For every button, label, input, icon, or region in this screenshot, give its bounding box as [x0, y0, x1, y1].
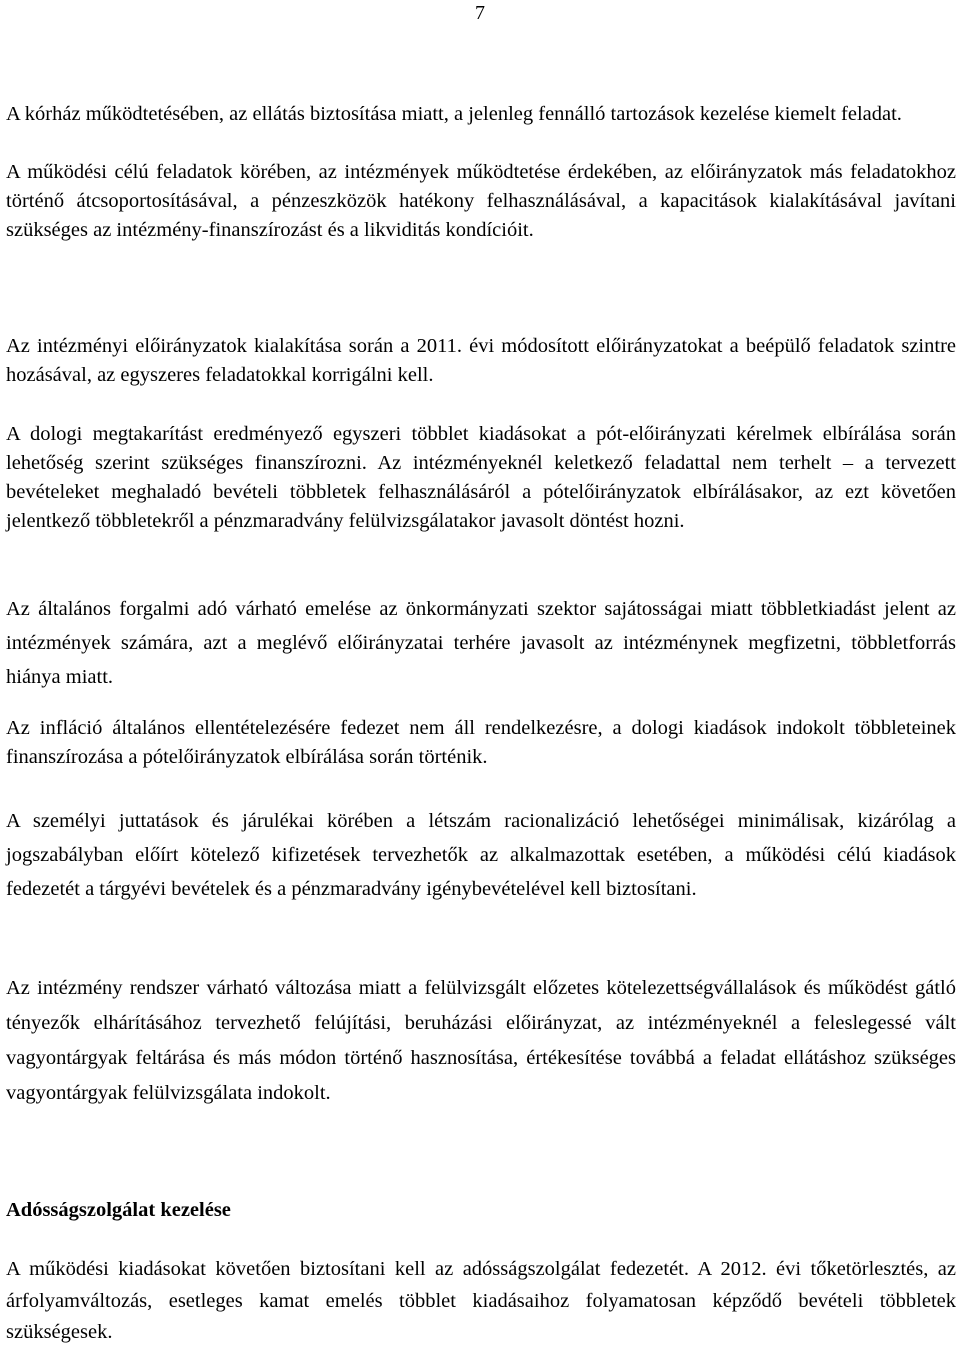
page-number: 7 — [475, 2, 485, 24]
paragraph-inflation: Az infláció általános ellentételezésére fedezet nem áll rendelkezésre, a dologi kiadások indokolt többleteinek finanszírozása a pótelőirányzatok elbírálása során történik. — [6, 717, 956, 768]
paragraph-hospital-debts: A kórház működtetésében, az ellátás biztosítása miatt, a jelenleg fennálló tartozások kezelése kiemelt feladat. — [6, 103, 902, 125]
paragraph-vat-increase: Az általános forgalmi adó várható emelése az önkormányzati szektor sajátosságai miatt többletkiadást jelent az intézmények számára, azt a meglévő előirányzatai terhére javasolt az intézménynek megfizetni, többletforrás hiánya miatt. — [6, 598, 956, 688]
paragraph-institutional-appropriations: Az intézményi előirányzatok kialakítása során a 2011. évi módosított előirányzatokat a beépülő feladatok szintre hozásával, az egyszeres feladatokkal korrigálni kell. — [6, 335, 956, 386]
paragraph-operating-tasks: A működési célú feladatok körében, az intézmények működtetése érdekében, az előirányzatok más feladatokhoz történő átcsoportosításával, a pénzeszközök hatékony felhasználásával, a kapacitások kialakításával javítani szükséges az intézmény-finanszírozást és a likviditás kondícióit. — [6, 161, 956, 241]
section-heading-debt-service: Adósságszolgálat kezelése — [6, 1199, 231, 1221]
paragraph-institution-system: Az intézmény rendszer várható változása miatt a felülvizsgált előzetes kötelezettségvállalások és működést gátló tényezők elhárításához tervezhető felújítási, beruházási előirányzat, az intézményeknél a feleslegessé vált vagyontárgyak feltárása és más módon történő hasznosítása, értékesítése továbbá a feladat ellátáshoz szükséges vagyontárgyak felülvizsgálata indokolt. — [6, 977, 956, 1104]
paragraph-material-savings: A dologi megtakarítást eredményező egyszeri többlet kiadásokat a pót-előirányzati kérelmek elbírálása során lehetőség szerint szükséges finanszírozni. Az intézményeknél keletkező feladattal nem terhelt – a tervezett bevételeket meghaladó bevételi többletek felhasználásáról a pótelőirányzatok elbírálásakor, az ezt követően jelentkező többletekről a pénzmaradvány felülvizsgálatakor javasolt döntést hozni. — [6, 423, 956, 532]
paragraph-debt-service: A működési kiadásokat követően biztosítani kell az adósságszolgálat fedezetét. A 2012. évi tőketörlesztés, az árfolyamváltozás, esetleges kamat emelés többlet kiadásaihoz folyamatosan képződő bevételi többletek szükségesek. — [6, 1258, 956, 1343]
paragraph-personnel-costs: A személyi juttatások és járulékai körében a létszám racionalizáció lehetőségei minimálisak, kizárólag a jogszabályban előírt kötelező kifizetések tervezhetők az alkalmazottak esetében, a működési célú kiadások fedezetét a tárgyévi bevételek és a pénzmaradvány igénybevételével kell biztosítani. — [6, 810, 956, 900]
